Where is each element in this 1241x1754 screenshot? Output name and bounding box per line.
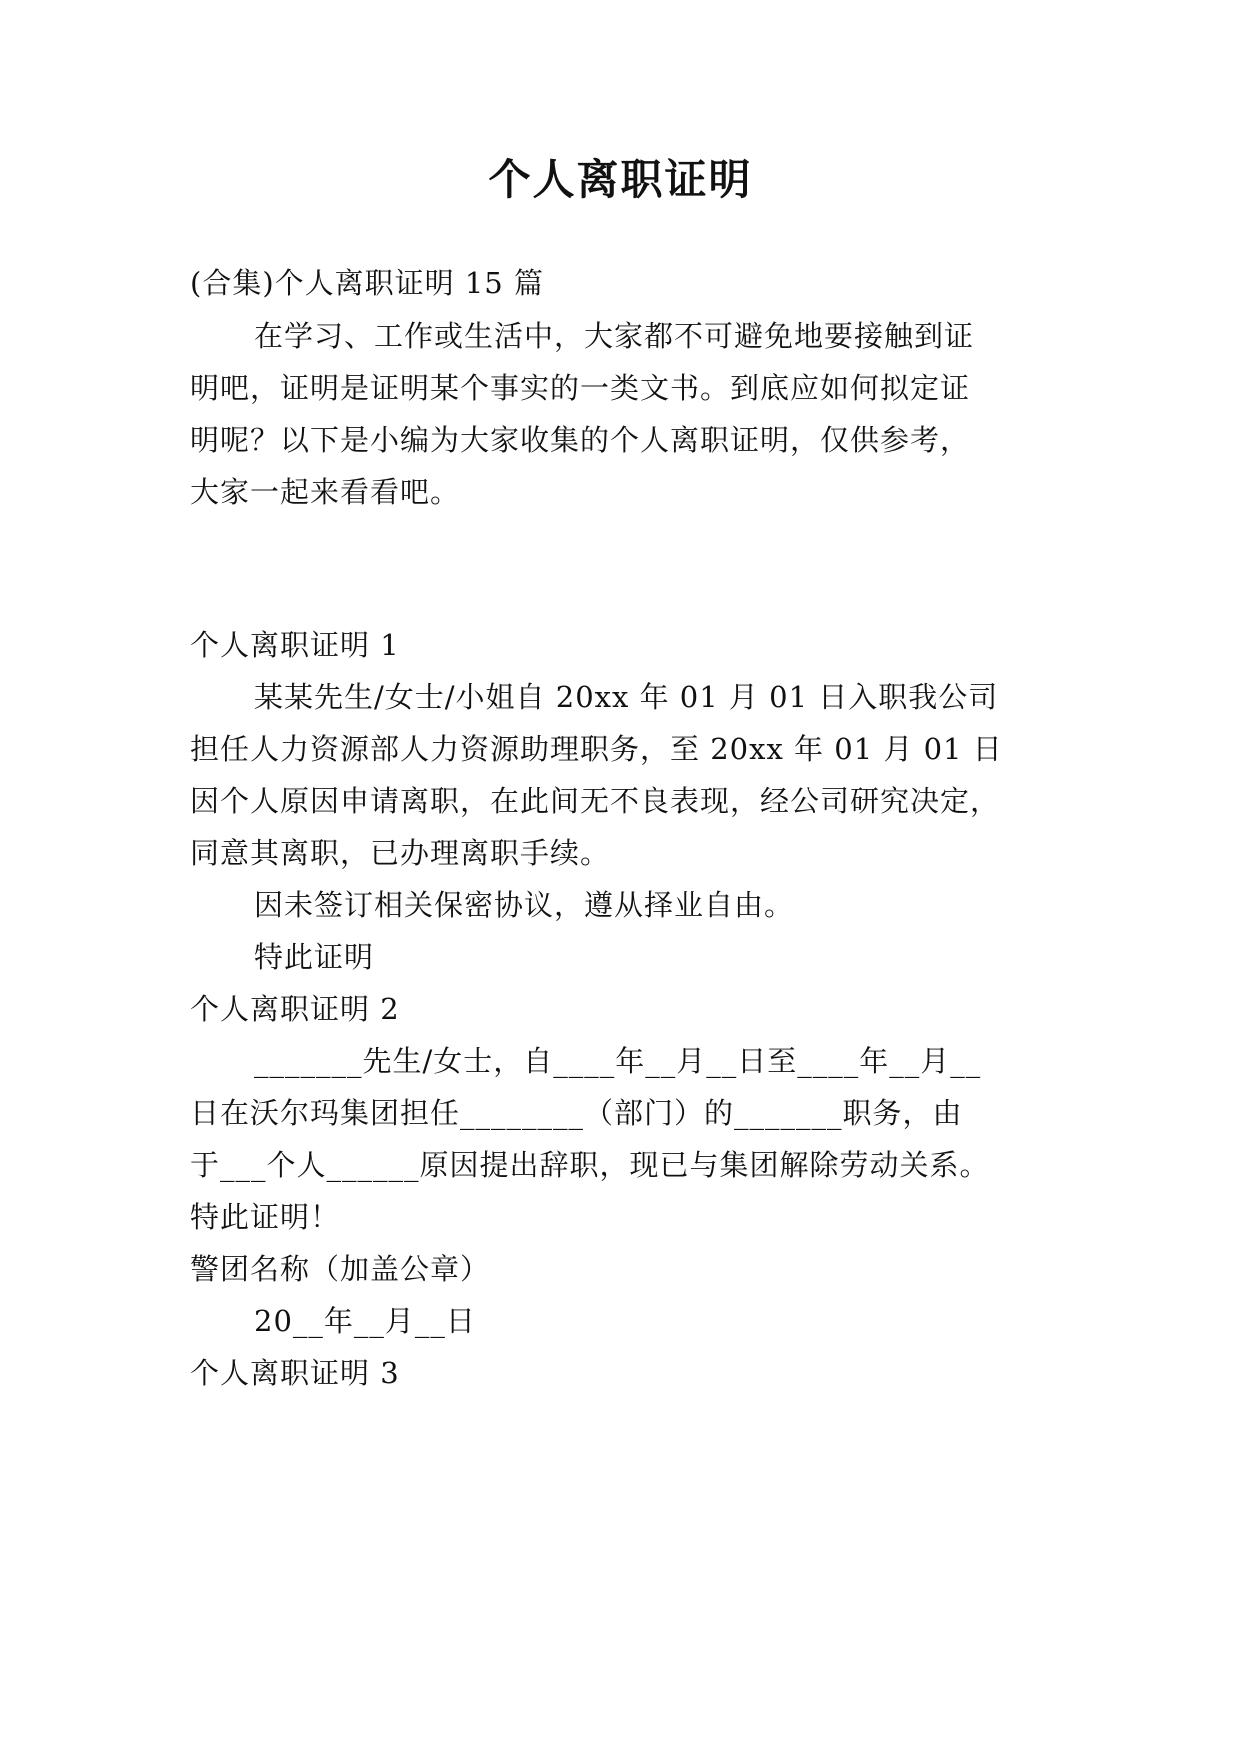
section-heading: 个人离职证明 3 — [190, 1356, 400, 1390]
section-body-line: 同意其离职，已办理离职手续。 — [190, 836, 611, 870]
intro-line: 在学习、工作或生活中，大家都不可避免地要接触到证 — [254, 319, 975, 353]
section-body-line: 警团名称（加盖公章） — [190, 1252, 491, 1286]
page-title: 个人离职证明 — [488, 155, 753, 204]
section-body-line: 因个人原因申请离职，在此间无不良表现，经公司研究决定， — [190, 784, 1001, 818]
section-body-line: 特此证明！ — [190, 1200, 341, 1234]
section-body-line: 日在沃尔玛集团担任________（部门）的_______职务，由 — [190, 1096, 963, 1130]
section-body-line: 担任人力资源部人力资源助理职务，至 20xx 年 01 月 01 日 — [190, 732, 1003, 766]
section-heading: 个人离职证明 2 — [190, 992, 400, 1026]
section-body-line: 因未签订相关保密协议，遵从择业自由。 — [254, 888, 795, 922]
section-body-line: _______先生/女士，自____年__月__日至____年__月__ — [254, 1044, 982, 1078]
section-heading: 个人离职证明 1 — [190, 628, 400, 662]
section-body-line: 20__年__月__日 — [254, 1304, 476, 1338]
intro-line: 明吧，证明是证明某个事实的一类文书。到底应如何拟定证 — [190, 371, 971, 405]
section-body-line: 某某先生/女士/小姐自 20xx 年 01 月 01 日入职我公司 — [254, 680, 999, 714]
section-body-line: 于___个人______原因提出辞职，现已与集团解除劳动关系。 — [190, 1148, 990, 1182]
document-subtitle: (合集)个人离职证明 15 篇 — [190, 266, 544, 300]
section-body-line: 特此证明 — [254, 940, 375, 974]
intro-line: 大家一起来看看吧。 — [190, 475, 461, 509]
intro-line: 明呢？以下是小编为大家收集的个人离职证明，仅供参考， — [190, 423, 971, 457]
